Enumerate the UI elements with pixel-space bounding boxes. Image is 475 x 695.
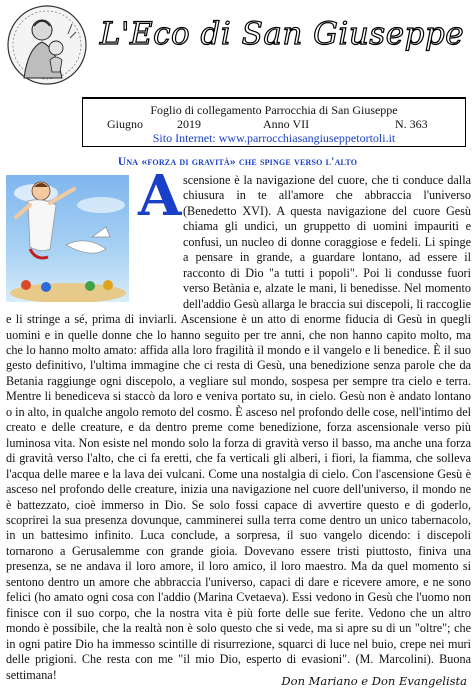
article-signature: Don Mariano e Don Evangelista: [281, 674, 467, 688]
article-text: scensione è la navigazione del cuore, che ti conduce dalla chiusura in te all'amore che abbraccia l'universo (Benedetto XVI). A questa navigazione del cuore Gesù chiama gli undici, un gruppetto di uomini impauriti e confusi, un nucleo di donne coraggiose e fedeli. Li spinge a pensare in grande, a guardare lontano, ad essere il racconto di Dio "a tutti i popoli". Poi li condusse fuori verso Betània e, alzate le mani, li benedisse. Nel momento dell'addio Gesù allarga le braccia sui discepoli, li raccoglie e li stringe a sé, prima di inviarli. Ascensione è un atto di enorme fiducia di Gesù in quegli uomini e in quelle donne che lo hanno seguito per tre anni, che non hanno capito molto, ma che lo hanno molto amato: affida alla loro fragilità il mondo e il vangelo e li benedice. È il suo gesto definitivo, l'ultima immagine che ci resta di Gesù, una benedizione senza parole che da Betania raggiunge ogni discepolo, a vegliare sul mondo, sospesa per sempre tra cielo e terra. Mentre li benediceva si staccò da loro e veniva portato su, in cielo. Gesù non è andato lontano o in alto, in qualche angolo remoto del cosmo. È asceso nel profondo delle cose, nell'intimo del creato e delle creature, e da dentro preme come benedizione, forza ascensionale verso più luminosa vita. Non esiste nel mondo solo la forza di gravità verso il basso, ma anche una forza di gravità verso l'alto, che ci fa eretti, che fa verticali gli alberi, i fiori, la fiamma, che solleva l'acqua delle maree e la lava dei vulcani. Come una nostalgia di cielo. Con l'ascensione Gesù è asceso nel profondo delle creature, inizia una navigazione nel cuore dell'universo, il mondo ne è battezzato, cioè immerso in Dio. Se solo fossi capace di avvertire questo e di goderlo, scoprirei la sua presenza dovunque, camminerei sulla terra come dentro un unico tabernacolo, in un battesimo infinito. Luca conclude, a sorpresa, il suo vangelo dicendo: i discepoli tornarono a Gerusalemme con grande gioia. Dovevano essere tristi piuttosto, finiva una presenza, se ne andava il loro amore, il loro amico, il loro maestro. Ma da quel momento si sentono dentro un amore che abbraccia l'universo, capaci di dare e ricevere amore, e ne sono felici (ho amato ogni cosa con l'addio (Marina Cvetaeva). Essi vedono in Gesù che l'uomo non finisce con il suo corpo, che la nostra vita è più forte delle sue ferite. Vedono che un altro mondo è possibile, che la realtà non è solo questo che si vede, ma si apre su di un "oltre"; che in ogni patire Dio ha immesso scintille di risurrezione, squarci di luce nel buio, crepe nei muri delle prigioni. Che resta con me "il mio Dio, esperto di evasioni". (M. Marcolini). Buona settimana!: [6, 173, 471, 682]
issue-line: [83, 117, 465, 131]
newsletter-masthead: L'Eco di San Giuseppe: [99, 16, 465, 52]
website-link[interactable]: Sito Internet: www.parrocchiasangiuseppetortoli.it: [152, 131, 396, 145]
saint-joseph-logo-icon: [4, 4, 90, 86]
issue-volume: Anno VII: [263, 117, 310, 131]
drop-cap: A: [138, 163, 182, 229]
issue-year: 2019: [177, 117, 201, 131]
float-spacer: [6, 173, 183, 301]
article-title: Una «forza di gravità» che spinge verso l'alto: [117, 156, 358, 168]
issue-month: Giugno: [107, 117, 143, 131]
info-box: [82, 97, 466, 147]
issue-number: N. 363: [395, 117, 428, 131]
parish-line: Foglio di collegamento Parrocchia di San Giuseppe: [150, 103, 398, 117]
